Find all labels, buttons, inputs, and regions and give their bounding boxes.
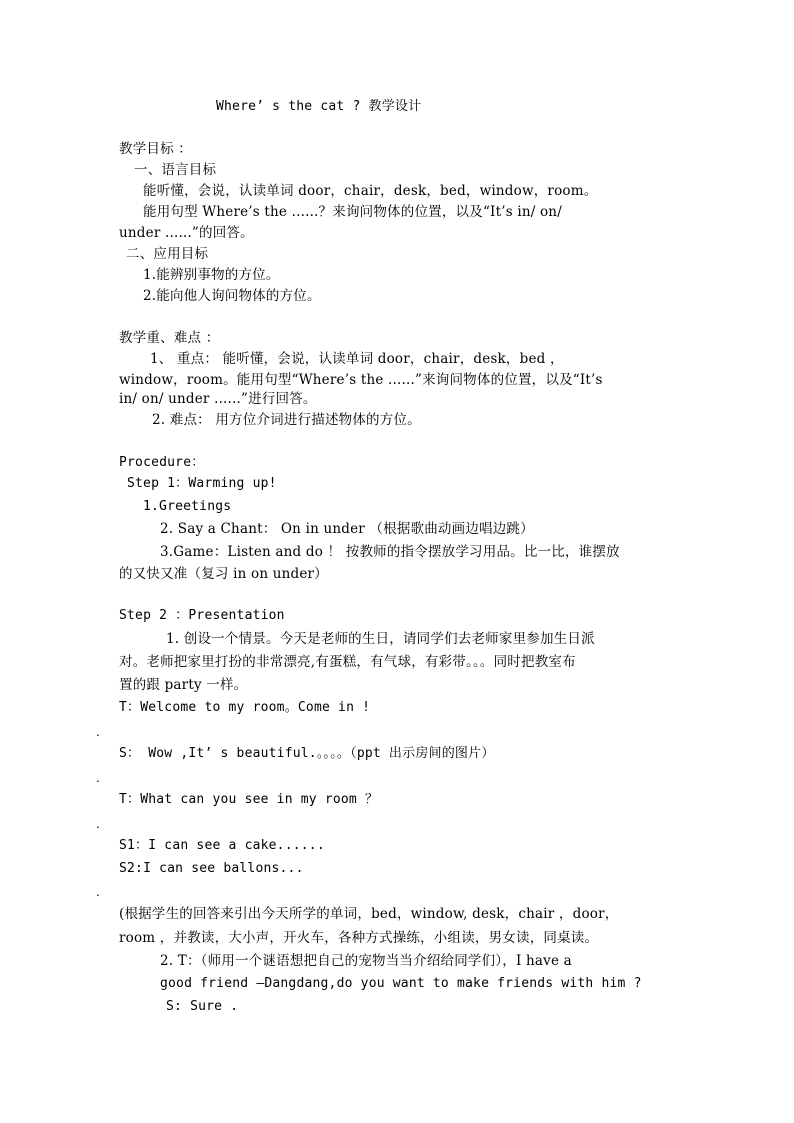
dialogue-teacher-1: T：Welcome to my room。Come in !: [119, 700, 371, 715]
language-objectives-heading: 一、语言目标: [134, 162, 217, 178]
language-objective-1: 能听懂，会说，认读单词 door，chair，desk，bed，window，room。: [143, 183, 598, 199]
application-objective-1: 1.能辨别事物的方位。: [143, 267, 280, 283]
language-objective-2a: 能用句型 Where’s the ......？来询问物体的位置，以及“It’s in/ on/: [143, 204, 562, 220]
dialogue-student-1: S： Wow ,It’ s beautiful.。。。。（ppt 出示房间的图片）: [119, 746, 495, 761]
step-1-heading: Step 1：Warming up!: [127, 476, 277, 491]
bullet-mark: .: [96, 885, 100, 899]
step-2-item-1c: 置的跟 party 一样。: [119, 677, 248, 693]
step-1-item-3b: 的又快又准（复习 in on under）: [119, 566, 328, 582]
step-2-item-1a: 1. 创设一个情景。今天是老师的生日，请同学们去老师家里参加生日派: [166, 631, 595, 647]
dialogue-student-s2: S2:I can see ballons...: [119, 861, 304, 876]
teaching-note-a: (根据学生的回答来引出今天所学的单词，bed，window, desk，chair ，door，: [119, 906, 619, 922]
key-point-1c: in/ on/ under ......”进行回答。: [119, 391, 317, 407]
application-objectives-heading: 二、应用目标: [126, 246, 209, 262]
key-points-heading: 教学重、难点 ：: [119, 330, 220, 346]
key-point-2: 2. 难点： 用方位介词进行描述物体的方位。: [152, 412, 421, 428]
bullet-mark: .: [96, 771, 100, 785]
bullet-mark: .: [96, 725, 100, 739]
key-point-1b: window，room。能用句型“Where’s the ......”来询问物体的位置，以及“It’s: [119, 372, 603, 388]
step-2-heading: Step 2 ：Presentation: [119, 608, 285, 623]
teaching-note-b: room ，并教读，大小声，开火车，各种方式操练，小组读，男女读，同桌读。: [119, 930, 599, 946]
procedure-heading: Procedure：: [119, 455, 205, 470]
step-1-item-1: 1.Greetings: [143, 499, 232, 514]
dialogue-student-s1: S1：I can see a cake......: [119, 838, 325, 853]
step-2-item-2b: good friend —Dangdang,do you want to make friends with him ?: [160, 976, 642, 991]
step-2-item-1b: 对。老师把家里打扮的非常漂亮,有蛋糕，有气球，有彩带。。。同时把教室布: [119, 654, 576, 670]
step-1-item-2: 2. Say a Chant： On in under （根据歌曲动画边唱边跳）: [160, 521, 534, 537]
objectives-heading: 教学目标 ：: [119, 141, 192, 157]
application-objective-2: 2.能向他人询问物体的方位。: [143, 288, 321, 304]
dialogue-teacher-2: T：What can you see in my room ？: [119, 792, 379, 807]
language-objective-2b: under ......”的回答。: [119, 225, 254, 241]
step-2-item-2a: 2. T：（师用一个谜语想把自己的宠物当当介绍给同学们），I have a: [160, 953, 572, 969]
step-1-item-3a: 3.Game：Listen and do ！ 按教师的指令摆放学习用品。比一比，谁摆放: [160, 544, 620, 560]
key-point-1a: 1、 重点： 能听懂，会说，认读单词 door，chair，desk，bed ，: [150, 351, 564, 367]
bullet-mark: .: [96, 817, 100, 831]
step-2-item-2c: S: Sure .: [166, 999, 239, 1014]
document-title: Where’ s the cat ? 教学设计: [216, 99, 422, 114]
